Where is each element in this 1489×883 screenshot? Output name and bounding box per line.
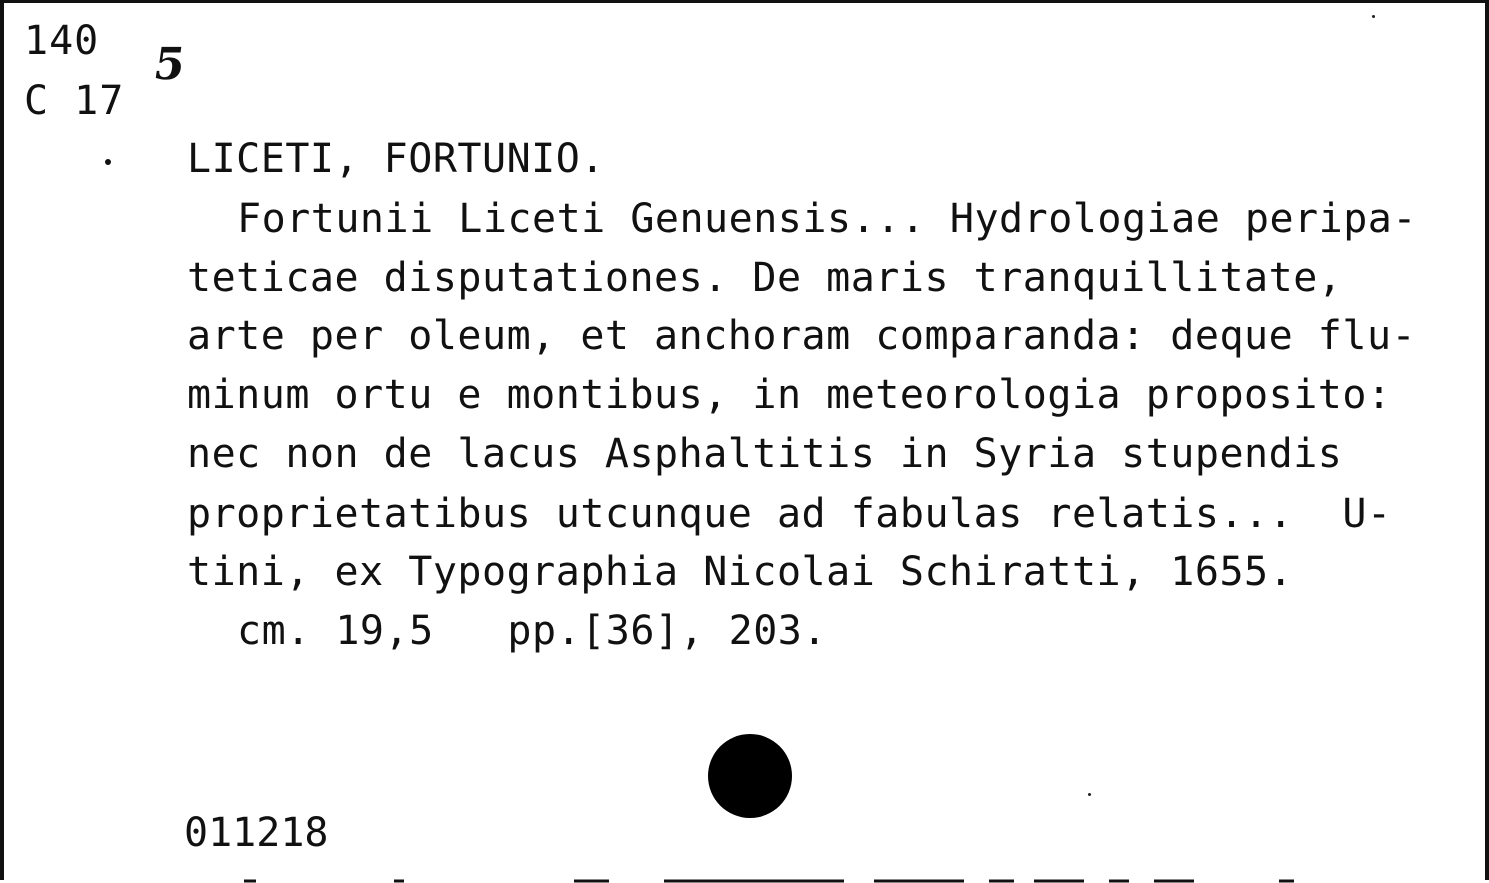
- author-heading: LICETI, FORTUNIO.: [187, 136, 605, 182]
- margin-dot: [105, 159, 111, 165]
- title-line-6: proprietatibus utcunque ad fabulas relatis... U-: [187, 491, 1392, 537]
- title-line-1: Fortunii Liceti Genuensis... Hydrologiae peripa-: [237, 196, 1417, 242]
- title-line-2: teticae disputationes. De maris tranquillitate,: [187, 255, 1343, 301]
- call-number-line-1: 140: [24, 18, 100, 64]
- title-line-3: arte per oleum, et anchoram comparanda: deque flu-: [187, 313, 1417, 359]
- title-line-4: minum ortu e montibus, in meteorologia proposito:: [187, 372, 1392, 418]
- collation-line: cm. 19,5 pp.[36], 203.: [237, 608, 827, 654]
- speck: [1088, 793, 1091, 796]
- imprint-line: tini, ex Typographia Nicolai Schiratti, 1655.: [187, 549, 1294, 595]
- punch-hole: [708, 734, 792, 818]
- speck: [1372, 15, 1375, 18]
- title-line-5: nec non de lacus Asphaltitis in Syria stupendis: [187, 431, 1343, 477]
- handwritten-mark: 5: [150, 39, 189, 90]
- call-number-line-2: C 17: [24, 78, 125, 124]
- card-bottom-edge: [4, 875, 1489, 883]
- accession-number: 011218: [184, 810, 329, 856]
